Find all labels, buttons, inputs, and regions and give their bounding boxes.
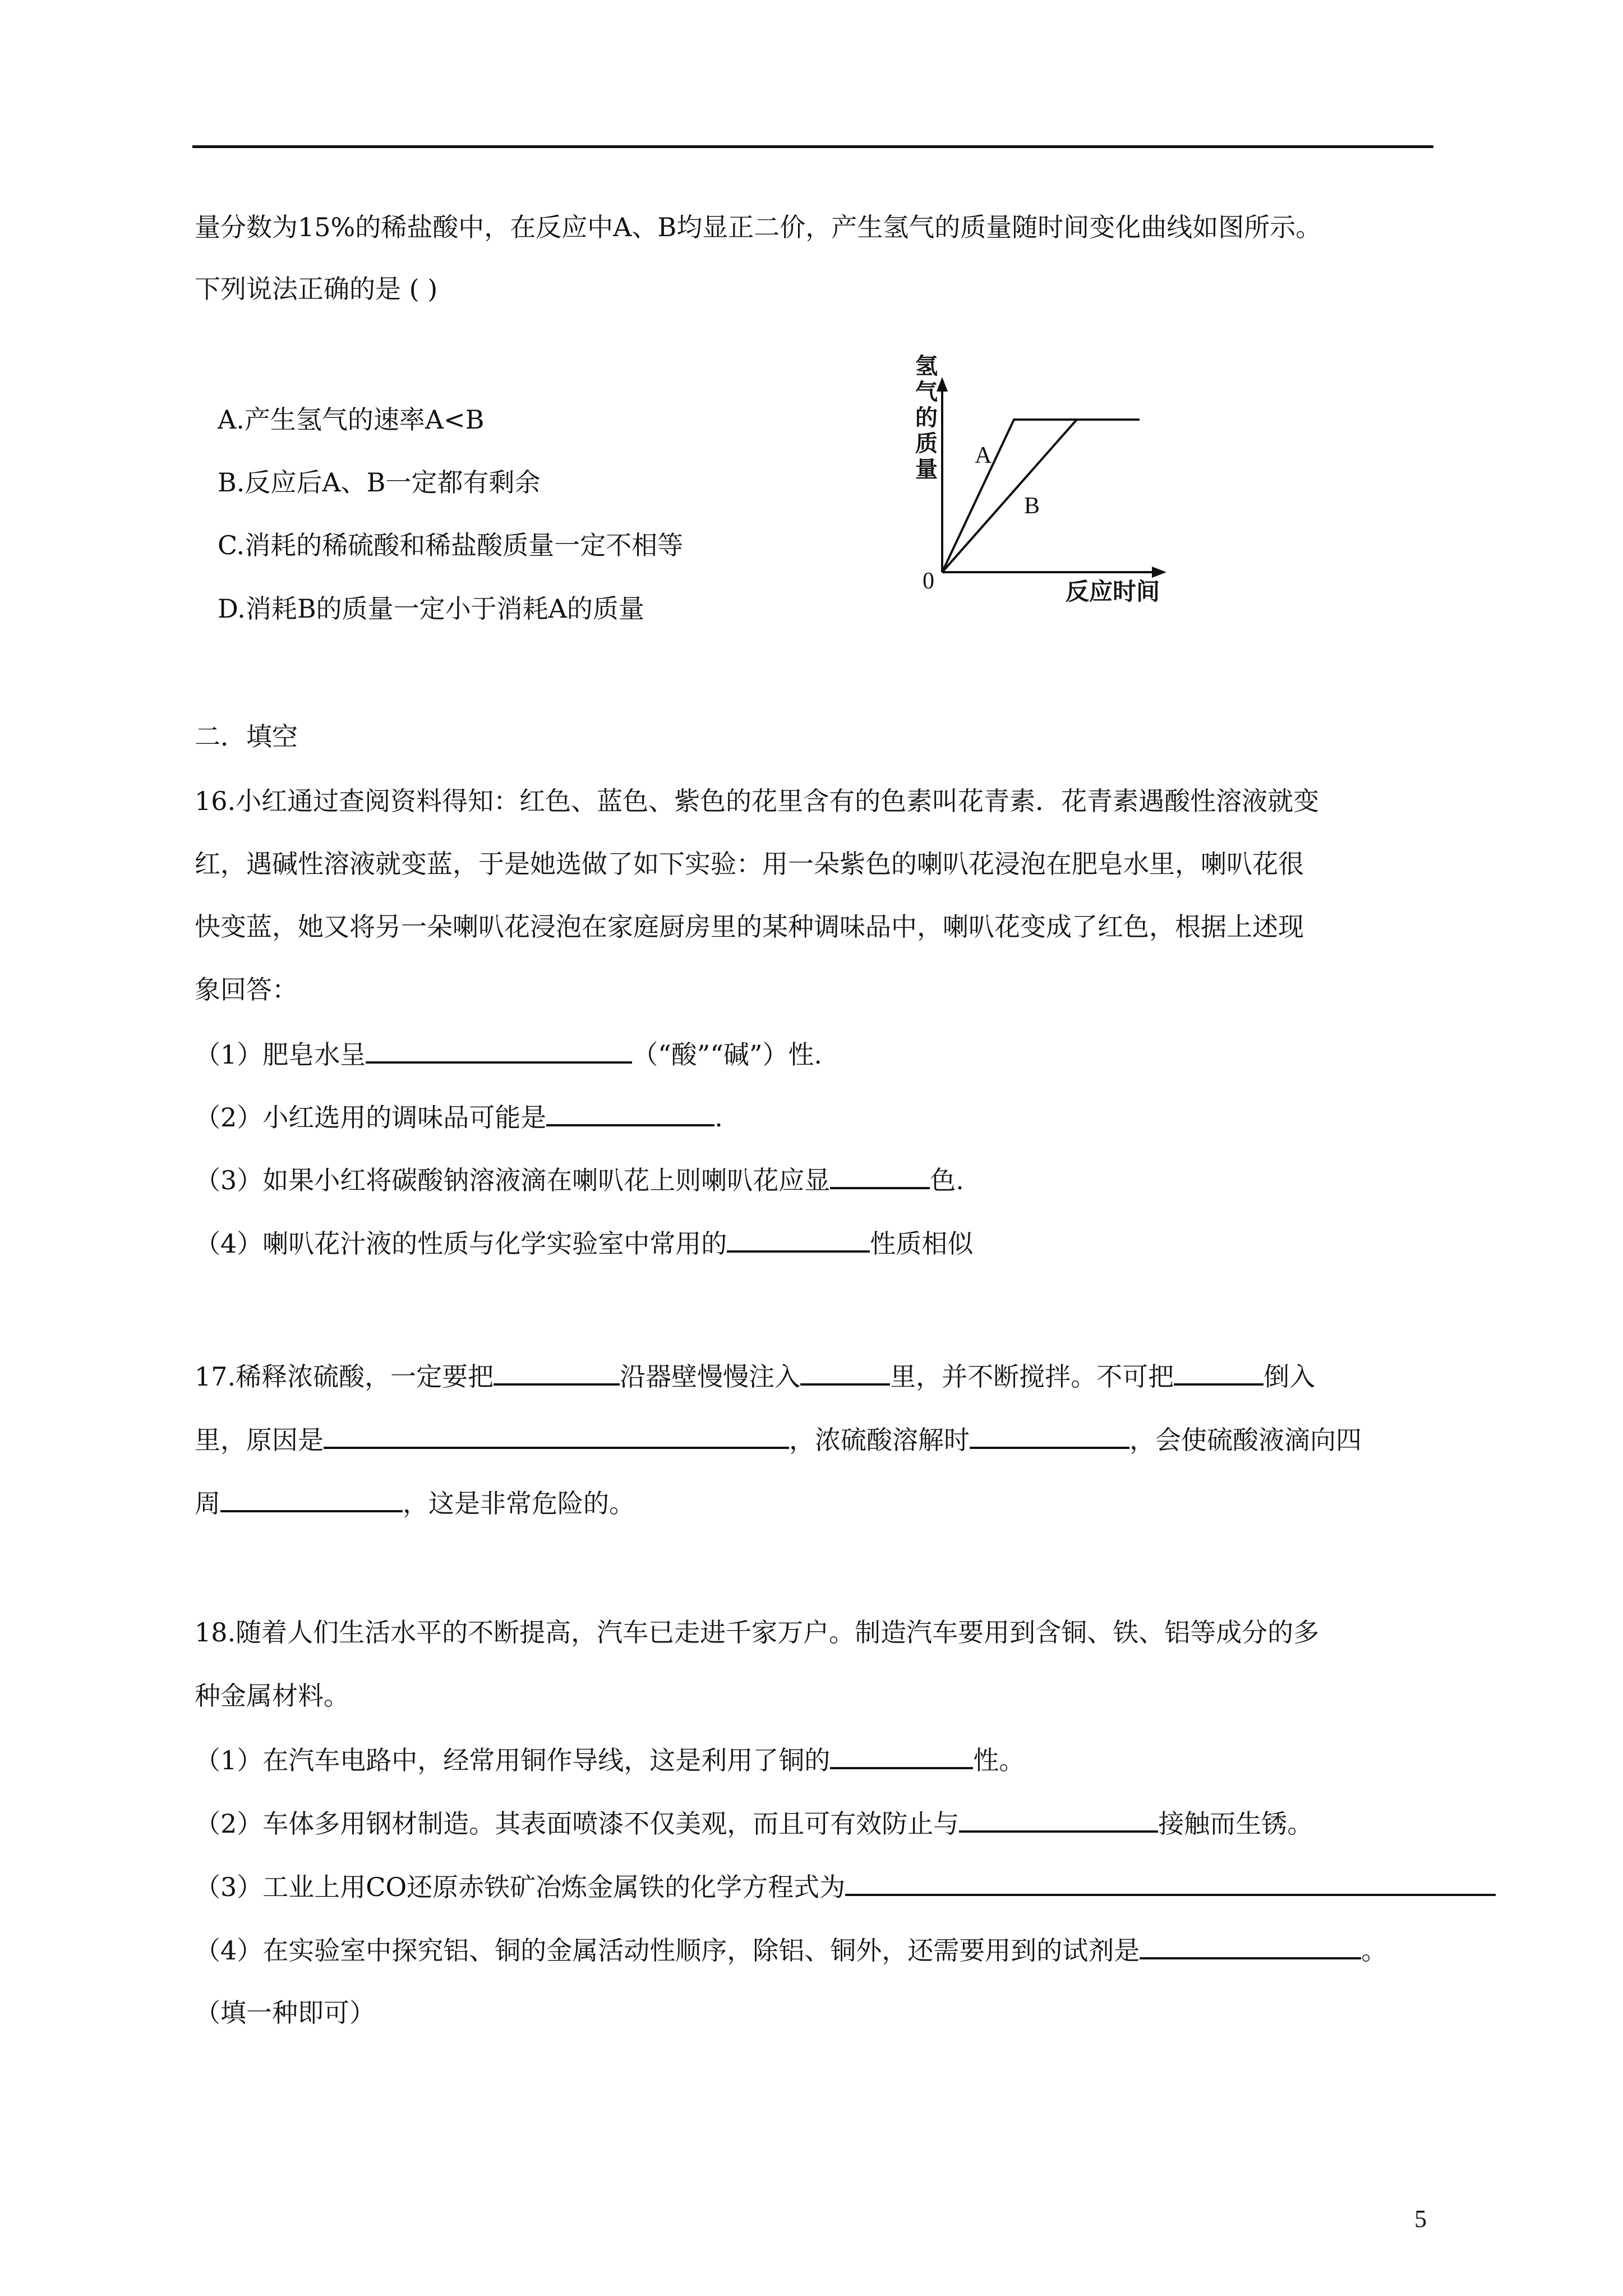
q16-intro-line2: 红，遇碱性溶液就变蓝，于是她选做了如下实验：用一朵紫色的喇叭花浸泡在肥皂水里，喇叭花很 xyxy=(195,849,1304,879)
q17-blank2[interactable] xyxy=(800,1359,890,1386)
q18-blank4[interactable] xyxy=(1140,1932,1361,1959)
q18-blank2[interactable] xyxy=(959,1806,1158,1833)
q16-part4-text: （4）喇叭花汁液的性质与化学实验室中常用的 xyxy=(195,1228,727,1259)
q16-blank1[interactable] xyxy=(366,1037,632,1064)
q18-part1-suffix: 性。 xyxy=(973,1745,1025,1775)
q16-part3 xyxy=(195,1162,964,1197)
q16-intro-line4: 象回答： xyxy=(195,974,298,1005)
q18-blank1[interactable] xyxy=(830,1742,973,1769)
q15-option-c: C.消耗的稀硫酸和稀盐酸质量一定不相等 xyxy=(218,530,684,560)
q16-part3-text: （3）如果小红将碳酸钠溶液滴在喇叭花上则喇叭花应显 xyxy=(195,1165,831,1195)
q18-part2 xyxy=(195,1806,1313,1841)
hydrogen-mass-chart xyxy=(886,348,1200,611)
q17-text-d: 倒入 xyxy=(1264,1361,1316,1392)
q16-part4-suffix: 性质相似 xyxy=(870,1228,974,1259)
q17-line3 xyxy=(195,1485,635,1520)
page-number: 5 xyxy=(1414,2205,1427,2233)
q18-intro-line1: 18.随着人们生活水平的不断提高，汽车已走进千家万户。制造汽车要用到含铜、铁、铝等成分的多 xyxy=(195,1617,1320,1648)
q17-text-e: 里，原因是 xyxy=(195,1425,324,1455)
q16-part2-text: （2）小红选用的调味品可能是 xyxy=(195,1102,547,1133)
q18-part4-suffix: 。 xyxy=(1361,1935,1387,1966)
series-a-label: A xyxy=(975,443,992,468)
q16-part2-suffix: . xyxy=(714,1102,723,1133)
q16-blank2[interactable] xyxy=(546,1099,714,1126)
q17-blank1[interactable] xyxy=(494,1359,620,1386)
q17-text-a: 17.稀释浓硫酸，一定要把 xyxy=(195,1361,494,1392)
series-a-line xyxy=(942,420,1140,572)
q18-part1 xyxy=(195,1742,1025,1777)
q17-line1 xyxy=(195,1359,1315,1393)
q18-part1-text: （1）在汽车电路中，经常用铜作导线，这是利用了铜的 xyxy=(195,1745,831,1775)
q18-part2-text: （2）车体多用钢材制造。其表面喷漆不仅美观，而且可有效防止与 xyxy=(195,1809,960,1839)
q16-part3-suffix: 色. xyxy=(930,1165,964,1195)
q18-part4 xyxy=(195,1932,1387,1967)
x-axis-label: 反应时间 xyxy=(1066,578,1160,605)
header-rule xyxy=(192,145,1433,148)
q16-blank4[interactable] xyxy=(727,1226,870,1253)
q18-part4-text: （4）在实验室中探究铝、铜的金属活动性顺序，除铝、铜外，还需要用到的试剂是 xyxy=(195,1935,1140,1966)
q17-text-g: ，会使硫酸液滴向四 xyxy=(1129,1425,1362,1455)
y-axis-label: 氢气的质量 xyxy=(915,353,938,482)
series-b-line xyxy=(942,420,1140,572)
q17-blank3[interactable] xyxy=(1174,1359,1264,1386)
series-b-label: B xyxy=(1024,493,1040,519)
q15-option-d: D.消耗B的质量一定小于消耗A的质量 xyxy=(218,593,644,624)
q17-line2 xyxy=(195,1422,1362,1457)
q18-intro-line2: 种金属材料。 xyxy=(195,1681,349,1711)
q16-part2 xyxy=(195,1099,723,1134)
q16-intro-line3: 快变蓝，她又将另一朵喇叭花浸泡在家庭厨房里的某种调味品中，喇叭花变成了红色，根据上述现 xyxy=(195,912,1304,942)
q17-text-b: 沿器壁慢慢注入 xyxy=(620,1361,801,1392)
q18-blank3[interactable] xyxy=(845,1869,1496,1896)
q15-line1: 量分数为15%的稀盐酸中，在反应中A、B均显正二价，产生氢气的质量随时间变化曲线如图所示。 xyxy=(195,212,1322,242)
q18-part3 xyxy=(195,1869,1496,1904)
q16-part1-text: （1）肥皂水呈 xyxy=(195,1039,366,1070)
q18-part3-text: （3）工业上用CO还原赤铁矿冶炼金属铁的化学方程式为 xyxy=(195,1872,846,1902)
q15-option-a: A.产生氢气的速率A<B xyxy=(218,404,485,435)
q16-part1-suffix: （“酸”“碱”）性. xyxy=(632,1039,822,1070)
q15-option-b: B.反应后A、B一定都有剩余 xyxy=(218,467,541,498)
q15-line2: 下列说法正确的是 ( ) xyxy=(195,274,438,304)
q17-text-c: 里，并不断搅拌。不可把 xyxy=(890,1361,1174,1392)
q18-note: （填一种即可） xyxy=(195,1998,375,2028)
q17-blank4[interactable] xyxy=(324,1422,789,1449)
q16-part1 xyxy=(195,1037,822,1071)
q17-text-i: ，这是非常危险的。 xyxy=(403,1488,635,1519)
q18-part2-suffix: 接触而生锈。 xyxy=(1158,1809,1313,1839)
origin-label: 0 xyxy=(923,568,934,594)
q17-blank6[interactable] xyxy=(220,1485,403,1512)
q17-blank5[interactable] xyxy=(970,1422,1129,1449)
q16-part4 xyxy=(195,1226,973,1260)
q17-text-h: 周 xyxy=(195,1488,220,1519)
q17-text-f: ，浓硫酸溶解时 xyxy=(789,1425,970,1455)
q16-blank3[interactable] xyxy=(830,1162,930,1189)
q16-intro-line1: 16.小红通过查阅资料得知：红色、蓝色、紫色的花里含有的色素叫花青素．花青素遇酸性溶液就变 xyxy=(195,786,1320,816)
section-heading: 二．填空 xyxy=(195,721,298,752)
